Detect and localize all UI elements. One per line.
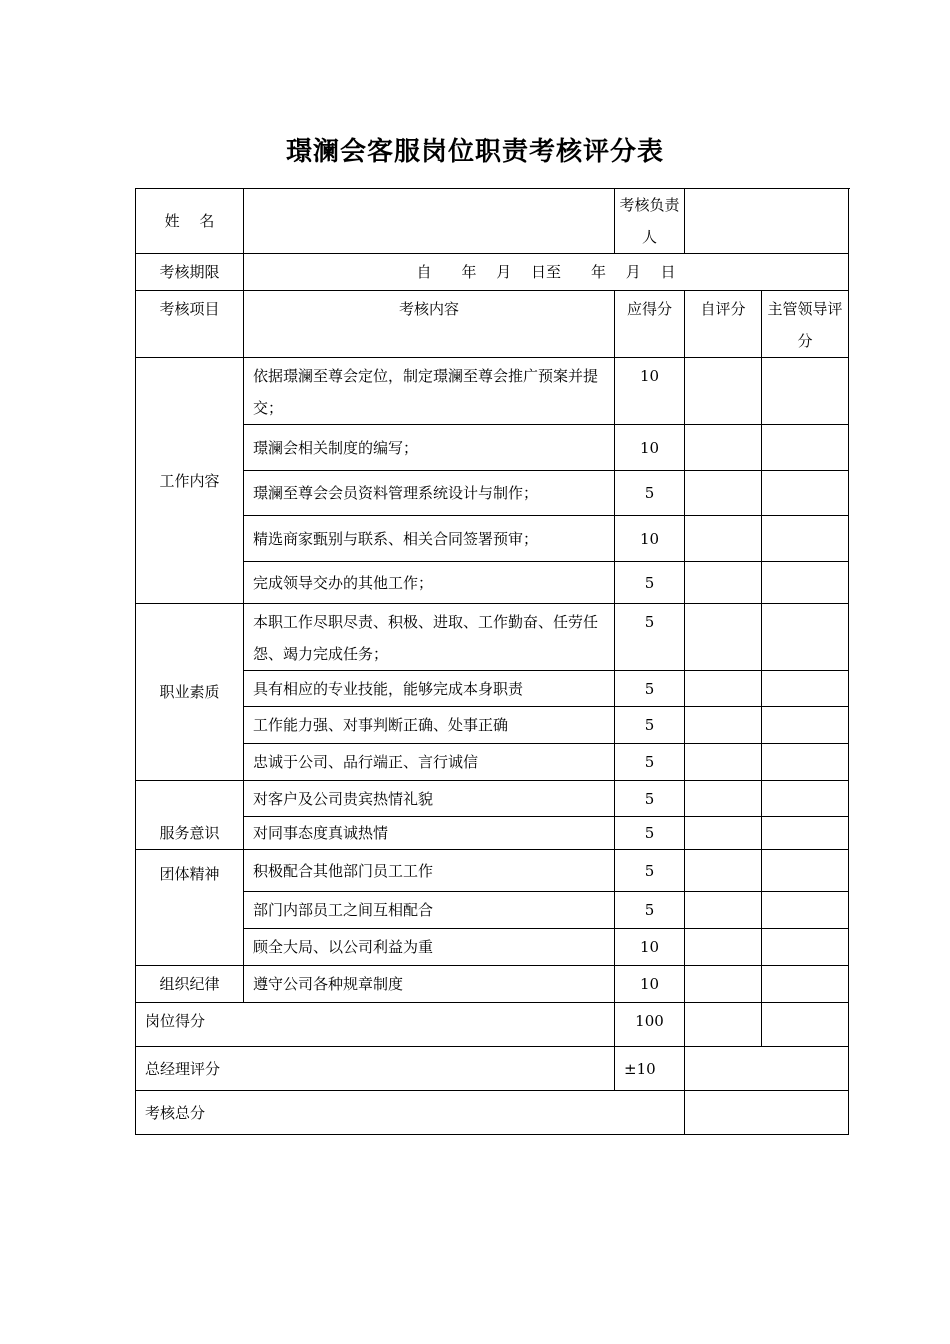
score-cell: 10	[615, 966, 685, 1003]
period-row	[136, 254, 849, 291]
gm-score-label: 总经理评分	[136, 1047, 615, 1091]
manager-score-input[interactable]	[762, 817, 849, 850]
category-professional-quality: 职业素质	[136, 604, 244, 781]
total-score-label: 考核总分	[136, 1091, 685, 1135]
manager-score-input[interactable]	[762, 358, 849, 425]
gm-score-range: ±10	[615, 1047, 685, 1091]
name-label: 姓 名	[136, 189, 244, 254]
score-cell: 5	[615, 850, 685, 892]
self-score-input[interactable]	[685, 850, 762, 892]
self-score-input[interactable]	[685, 892, 762, 929]
score-cell: 5	[615, 671, 685, 707]
score-cell: 5	[615, 781, 685, 817]
table-row	[136, 358, 849, 425]
content-cell: 璟澜会相关制度的编写；	[244, 425, 615, 471]
score-cell: 10	[615, 358, 685, 425]
column-header-row	[136, 291, 849, 358]
name-row	[136, 189, 849, 254]
score-cell: 10	[615, 425, 685, 471]
content-cell: 依据璟澜至尊会定位，制定璟澜至尊会推广预案并提交；	[244, 358, 615, 425]
name-field[interactable]	[244, 189, 615, 254]
total-score-row	[136, 1091, 849, 1135]
content-cell: 具有相应的专业技能，能够完成本身职责	[244, 671, 615, 707]
content-cell: 完成领导交办的其他工作；	[244, 562, 615, 604]
category-discipline: 组织纪律	[136, 966, 244, 1003]
self-score-input[interactable]	[685, 744, 762, 781]
assessment-table	[135, 188, 849, 1135]
table-row	[136, 966, 849, 1003]
manager-score-input[interactable]	[762, 744, 849, 781]
content-cell: 部门内部员工之间互相配合	[244, 892, 615, 929]
score-cell: 5	[615, 892, 685, 929]
content-cell: 对同事态度真诚热情	[244, 817, 615, 850]
self-score-input[interactable]	[685, 358, 762, 425]
gm-score-input[interactable]	[685, 1047, 849, 1091]
manager-score-input[interactable]	[762, 707, 849, 744]
post-score-value: 100	[615, 1003, 685, 1047]
manager-score-input[interactable]	[762, 425, 849, 471]
self-score-input[interactable]	[685, 671, 762, 707]
manager-score-input[interactable]	[762, 671, 849, 707]
col-self-header: 自评分	[685, 291, 762, 358]
score-cell: 5	[615, 562, 685, 604]
content-cell: 顾全大局、以公司利益为重	[244, 929, 615, 966]
col-manager-header: 主管领导评分	[762, 291, 849, 358]
self-score-input[interactable]	[685, 425, 762, 471]
content-cell: 工作能力强、对事判断正确、处事正确	[244, 707, 615, 744]
score-cell: 5	[615, 471, 685, 516]
content-cell: 精选商家甄别与联系、相关合同签署预审；	[244, 516, 615, 562]
manager-score-input[interactable]	[762, 604, 849, 671]
category-work-content: 工作内容	[136, 358, 244, 604]
score-cell: 10	[615, 929, 685, 966]
post-score-label: 岗位得分	[136, 1003, 615, 1047]
manager-score-input[interactable]	[762, 471, 849, 516]
col-score-header: 应得分	[615, 291, 685, 358]
post-manager-score-input[interactable]	[762, 1003, 849, 1047]
manager-score-input[interactable]	[762, 516, 849, 562]
content-cell: 本职工作尽职尽责、积极、进取、工作勤奋、任劳任怨、竭力完成任务；	[244, 604, 615, 671]
manager-score-input[interactable]	[762, 562, 849, 604]
category-team-spirit: 团体精神	[136, 850, 244, 966]
total-score-input[interactable]	[685, 1091, 849, 1135]
self-score-input[interactable]	[685, 562, 762, 604]
self-score-input[interactable]	[685, 929, 762, 966]
score-cell: 5	[615, 744, 685, 781]
content-cell: 遵守公司各种规章制度	[244, 966, 615, 1003]
content-cell: 璟澜至尊会会员资料管理系统设计与制作；	[244, 471, 615, 516]
score-cell: 5	[615, 707, 685, 744]
self-score-input[interactable]	[685, 781, 762, 817]
score-cell: 10	[615, 516, 685, 562]
content-cell: 忠诚于公司、品行端正、言行诚信	[244, 744, 615, 781]
score-cell: 5	[615, 604, 685, 671]
manager-score-input[interactable]	[762, 966, 849, 1003]
manager-score-input[interactable]	[762, 892, 849, 929]
self-score-input[interactable]	[685, 966, 762, 1003]
reviewer-label: 考核负责人	[615, 189, 685, 254]
table-row	[136, 850, 849, 892]
content-cell: 对客户及公司贵宾热情礼貌	[244, 781, 615, 817]
period-field[interactable]: 自 年 月 日至 年 月 日	[244, 254, 849, 291]
manager-score-input[interactable]	[762, 781, 849, 817]
col-item-header: 考核项目	[136, 291, 244, 358]
category-service-awareness: 服务意识	[136, 781, 244, 850]
post-self-score-input[interactable]	[685, 1003, 762, 1047]
post-score-row	[136, 1003, 849, 1047]
col-content-header: 考核内容	[244, 291, 615, 358]
self-score-input[interactable]	[685, 471, 762, 516]
manager-score-input[interactable]	[762, 850, 849, 892]
content-cell: 积极配合其他部门员工工作	[244, 850, 615, 892]
table-row	[136, 604, 849, 671]
self-score-input[interactable]	[685, 817, 762, 850]
table-row	[136, 781, 849, 817]
reviewer-field[interactable]	[685, 189, 849, 254]
score-cell: 5	[615, 817, 685, 850]
manager-score-input[interactable]	[762, 929, 849, 966]
gm-score-row	[136, 1047, 849, 1091]
self-score-input[interactable]	[685, 707, 762, 744]
period-label: 考核期限	[136, 254, 244, 291]
self-score-input[interactable]	[685, 516, 762, 562]
self-score-input[interactable]	[685, 604, 762, 671]
form-title: 璟澜会客服岗位职责考核评分表	[285, 137, 664, 167]
